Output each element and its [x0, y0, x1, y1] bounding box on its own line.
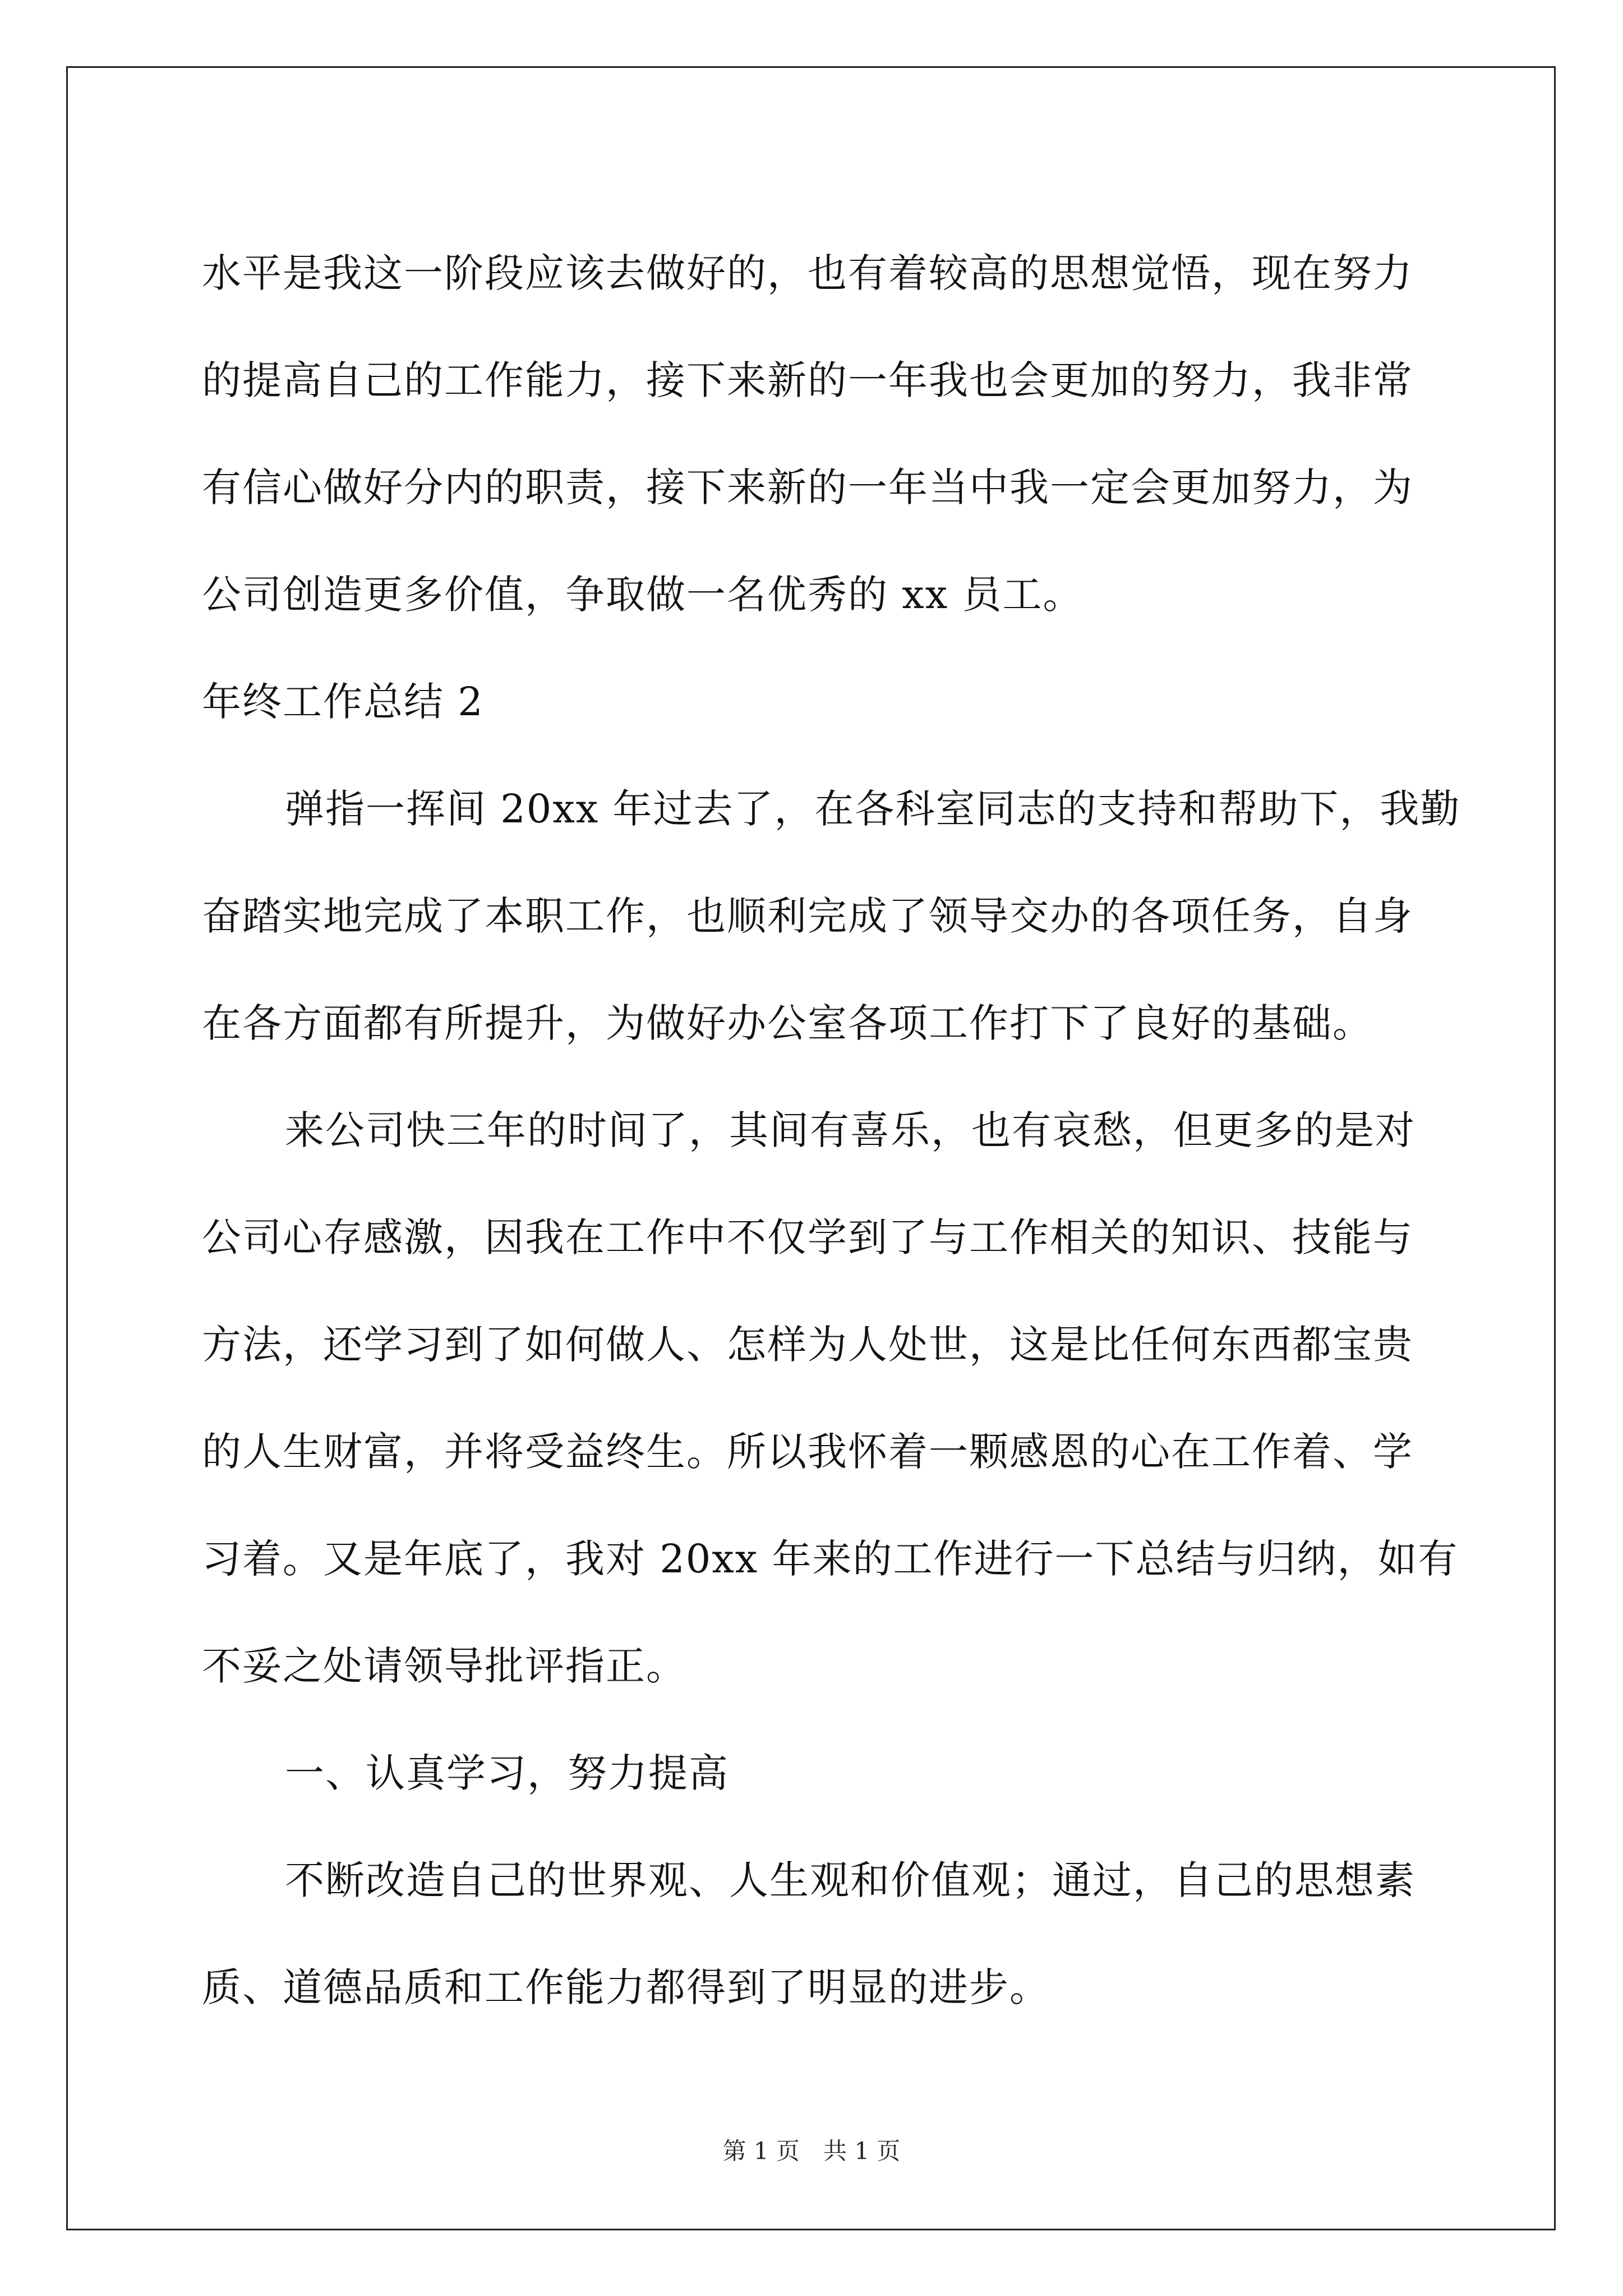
section-heading: 年终工作总结 2: [202, 679, 484, 725]
text-line: 弹指一挥间 20xx 年过去了，在各科室同志的支持和帮助下，我勤: [285, 786, 1461, 832]
subsection-heading: 一、认真学习，努力提高: [285, 1750, 729, 1796]
text-line: 方法，还学习到了如何做人、怎样为人处世，这是比任何东西都宝贵: [202, 1322, 1413, 1368]
text-line: 习着。又是年底了，我对 20xx 年来的工作进行一下总结与归纳，如有: [202, 1536, 1459, 1582]
text-line: 有信心做好分内的职责，接下来新的一年当中我一定会更加努力，为: [202, 464, 1413, 510]
text-line: 公司心存感激，因我在工作中不仅学到了与工作相关的知识、技能与: [202, 1214, 1413, 1260]
text-line: 奋踏实地完成了本职工作，也顺利完成了领导交办的各项任务，自身: [202, 893, 1413, 939]
document-body: [202, 220, 1461, 2041]
text-line: 水平是我这一阶段应该去做好的，也有着较高的思想觉悟，现在努力: [202, 250, 1413, 296]
text-line: 的人生财富，并将受益终生。所以我怀着一颗感恩的心在工作着、学: [202, 1429, 1413, 1475]
page-footer: [0, 2134, 1623, 2168]
text-line: 来公司快三年的时间了，其间有喜乐，也有哀愁，但更多的是对: [285, 1107, 1415, 1153]
text-line: 质、道德品质和工作能力都得到了明显的进步。: [202, 1964, 1050, 2010]
page-number: 第 1 页 共 1 页: [722, 2137, 901, 2165]
text-line: 不断改造自己的世界观、人生观和价值观；通过，自己的思想素: [285, 1857, 1415, 1903]
text-line: 在各方面都有所提升，为做好办公室各项工作打下了良好的基础。: [202, 1000, 1373, 1046]
text-line: 公司创造更多价值，争取做一名优秀的 xx 员工。: [202, 572, 1083, 618]
text-line: 不妥之处请领导批评指正。: [202, 1643, 686, 1689]
text-line: 的提高自己的工作能力，接下来新的一年我也会更加的努力，我非常: [202, 357, 1413, 403]
